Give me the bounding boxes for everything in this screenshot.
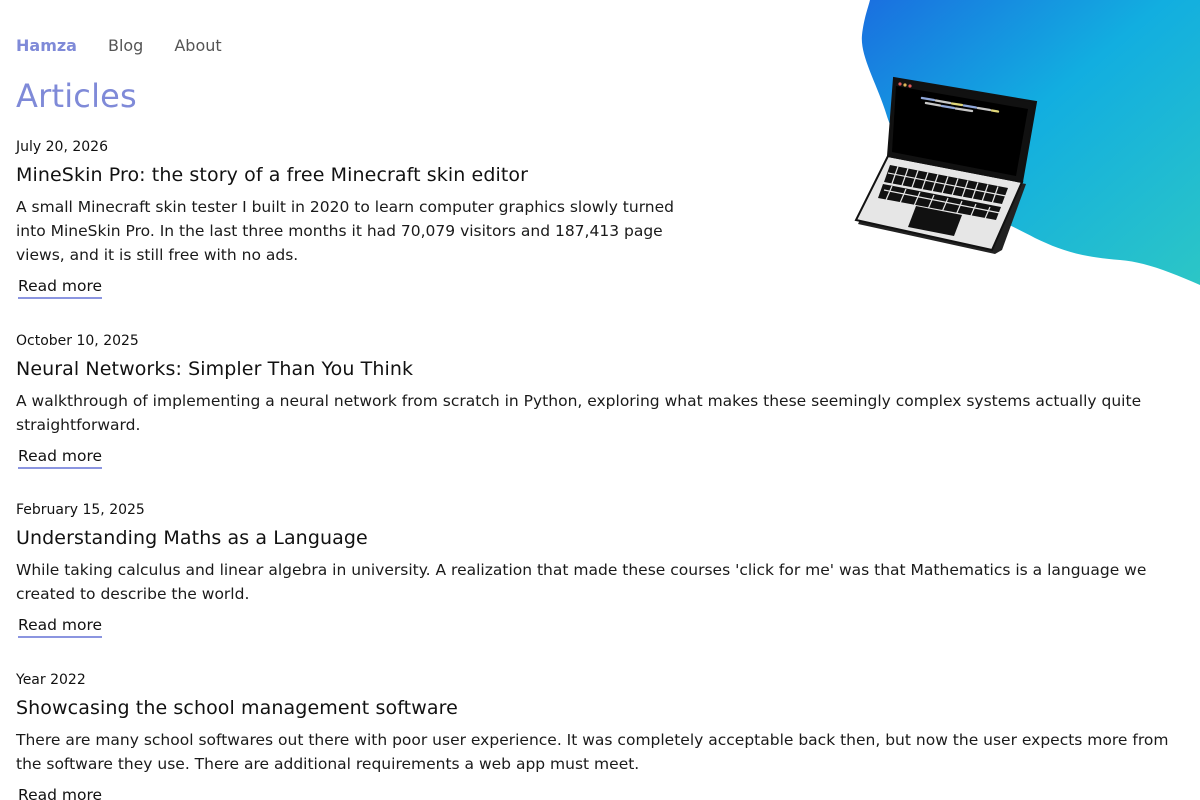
page-title: Articles [16, 77, 137, 115]
nav-link-about[interactable]: About [174, 35, 222, 55]
top-navigation [16, 34, 253, 56]
nav-link-blog[interactable]: Blog [107, 35, 144, 55]
article-card [16, 670, 1176, 800]
article-date: October 10, 2025 [16, 333, 139, 349]
brand-link[interactable]: Hamza [16, 35, 77, 55]
article-card [16, 137, 696, 299]
article-title: Understanding Maths as a Language [16, 527, 368, 549]
read-more-link[interactable]: Read more [18, 445, 102, 469]
article-excerpt: A walkthrough of implementing a neural network from scratch in Python, exploring what makes these seemingly complex systems actually quite straightforward. [16, 392, 1142, 434]
article-card [16, 331, 1166, 469]
laptop-illustration-icon [850, 72, 1050, 262]
article-excerpt: A small Minecraft skin tester I built in 2020 to learn computer graphics slowly turned into MineSkin Pro. In the last three months it had 70,079 visitors and 187,413 page views, and it is still free with no ads. [16, 198, 674, 264]
article-card [16, 500, 1176, 638]
read-more-link[interactable]: Read more [18, 614, 102, 638]
article-date: Year 2022 [16, 672, 86, 688]
article-title: Neural Networks: Simpler Than You Think [16, 358, 414, 380]
read-more-link[interactable]: Read more [18, 275, 102, 299]
article-date: February 15, 2025 [16, 502, 145, 518]
article-title: MineSkin Pro: the story of a free Minecraft skin editor [16, 164, 529, 186]
article-excerpt: There are many school softwares out there with poor user experience. It was completely acceptable back then, but now the user expects more from the software they use. There are additional requirements a web app must meet. [16, 731, 1169, 773]
article-title: Showcasing the school management software [16, 697, 458, 719]
read-more-link[interactable]: Read more [18, 784, 102, 800]
article-date: July 20, 2026 [16, 139, 108, 155]
article-excerpt: While taking calculus and linear algebra in university. A realization that made these courses 'click for me' was that Mathematics is a language we created to describe the world. [16, 561, 1147, 603]
